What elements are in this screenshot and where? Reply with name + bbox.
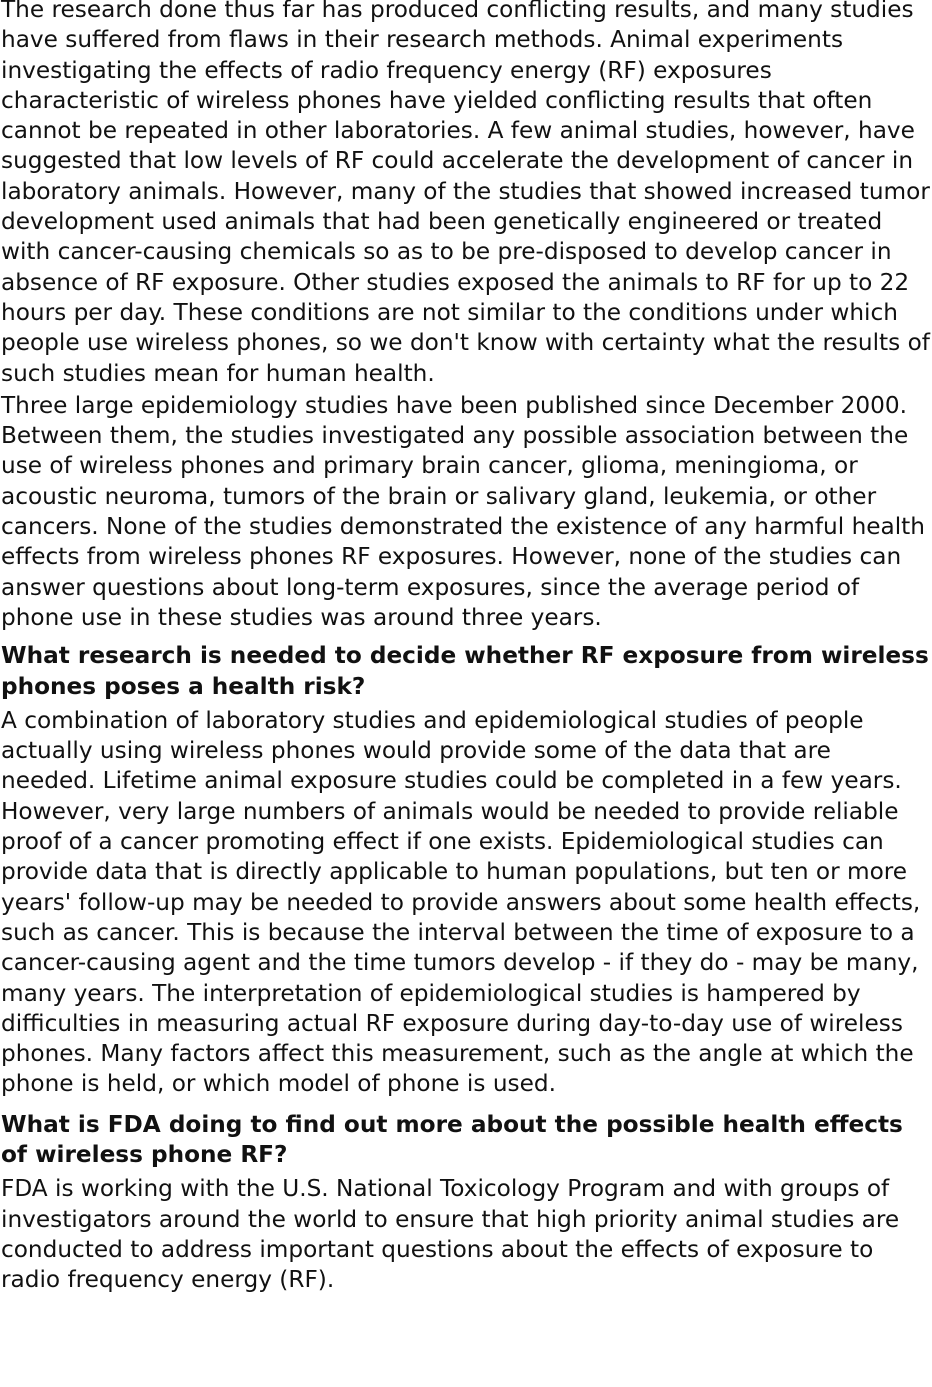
paragraph-research-conflicting-results: The research done thus far has produced conflicting results, and many studies have suffered from flaws in their research methods. Animal experiments investigating the effects of radio frequency energy (RF) exposures characteristic of wireless phones have yielded conflicting results that often cannot be repeated in other laboratories. A few animal studies, however, have suggested that low levels of RF could accelerate the development of cancer in laboratory animals. However, many of the studies that showed increased tumor development used animals that had been genetically engineered or treated with cancer-causing chemicals so as to be pre-disposed to develop cancer in absence of RF exposure. Other studies exposed the animals to RF for up to 22 hours per day. These conditions are not similar to the conditions under which people use wireless phones, so we don't know with certainty what the results of such studies mean for human health. xyxy=(1,0,930,387)
paragraph-fda-working: FDA is working with the U.S. National Toxicology Program and with groups of investigators around the world to ensure that high priority animal studies are conducted to address important questions about the effects of exposure to radio frequency energy (RF). xyxy=(1,1175,900,1294)
paragraph-laboratory-and-epidemiological: A combination of laboratory studies and epidemiological studies of people actually using wireless phones would provide some of the data that are needed. Lifetime animal exposure studies could be completed in a few years. However, very large numbers of animals would be needed to provide reliable proof of a cancer promoting effect if one exists. Epidemiological studies can provide data that is directly applicable to human populations, but ten or more years' follow-up may be needed to provide answers about some health effects, such as cancer. This is because the interval between the time of exposure to a cancer-causing agent and the time tumors develop - if they do - may be many, many years. The interpretation of epidemiological studies is hampered by difficulties in measuring actual RF exposure during day-to-day use of wireless phones. Many factors affect this measurement, such as the angle at which the phone is held, or which model of phone is used. xyxy=(1,706,921,1098)
paragraph-epidemiology-studies: Three large epidemiology studies have been published since December 2000. Between them, the studies investigated any possible association between the use of wireless phones and primary brain cancer, glioma, meningioma, or acoustic neuroma, tumors of the brain or salivary gland, leukemia, or other cancers. None of the studies demonstrated the existence of any harmful health effects from wireless phones RF exposures. However, none of the studies can answer questions about long-term exposures, since the average period of phone use in these studies was around three years. xyxy=(1,391,925,631)
heading-fda-doing: What is FDA doing to find out more about the possible health effects of wireless phone RF? xyxy=(1,1110,903,1168)
heading-research-needed: What research is needed to decide whether RF exposure from wireless phones poses a health risk? xyxy=(1,642,929,700)
